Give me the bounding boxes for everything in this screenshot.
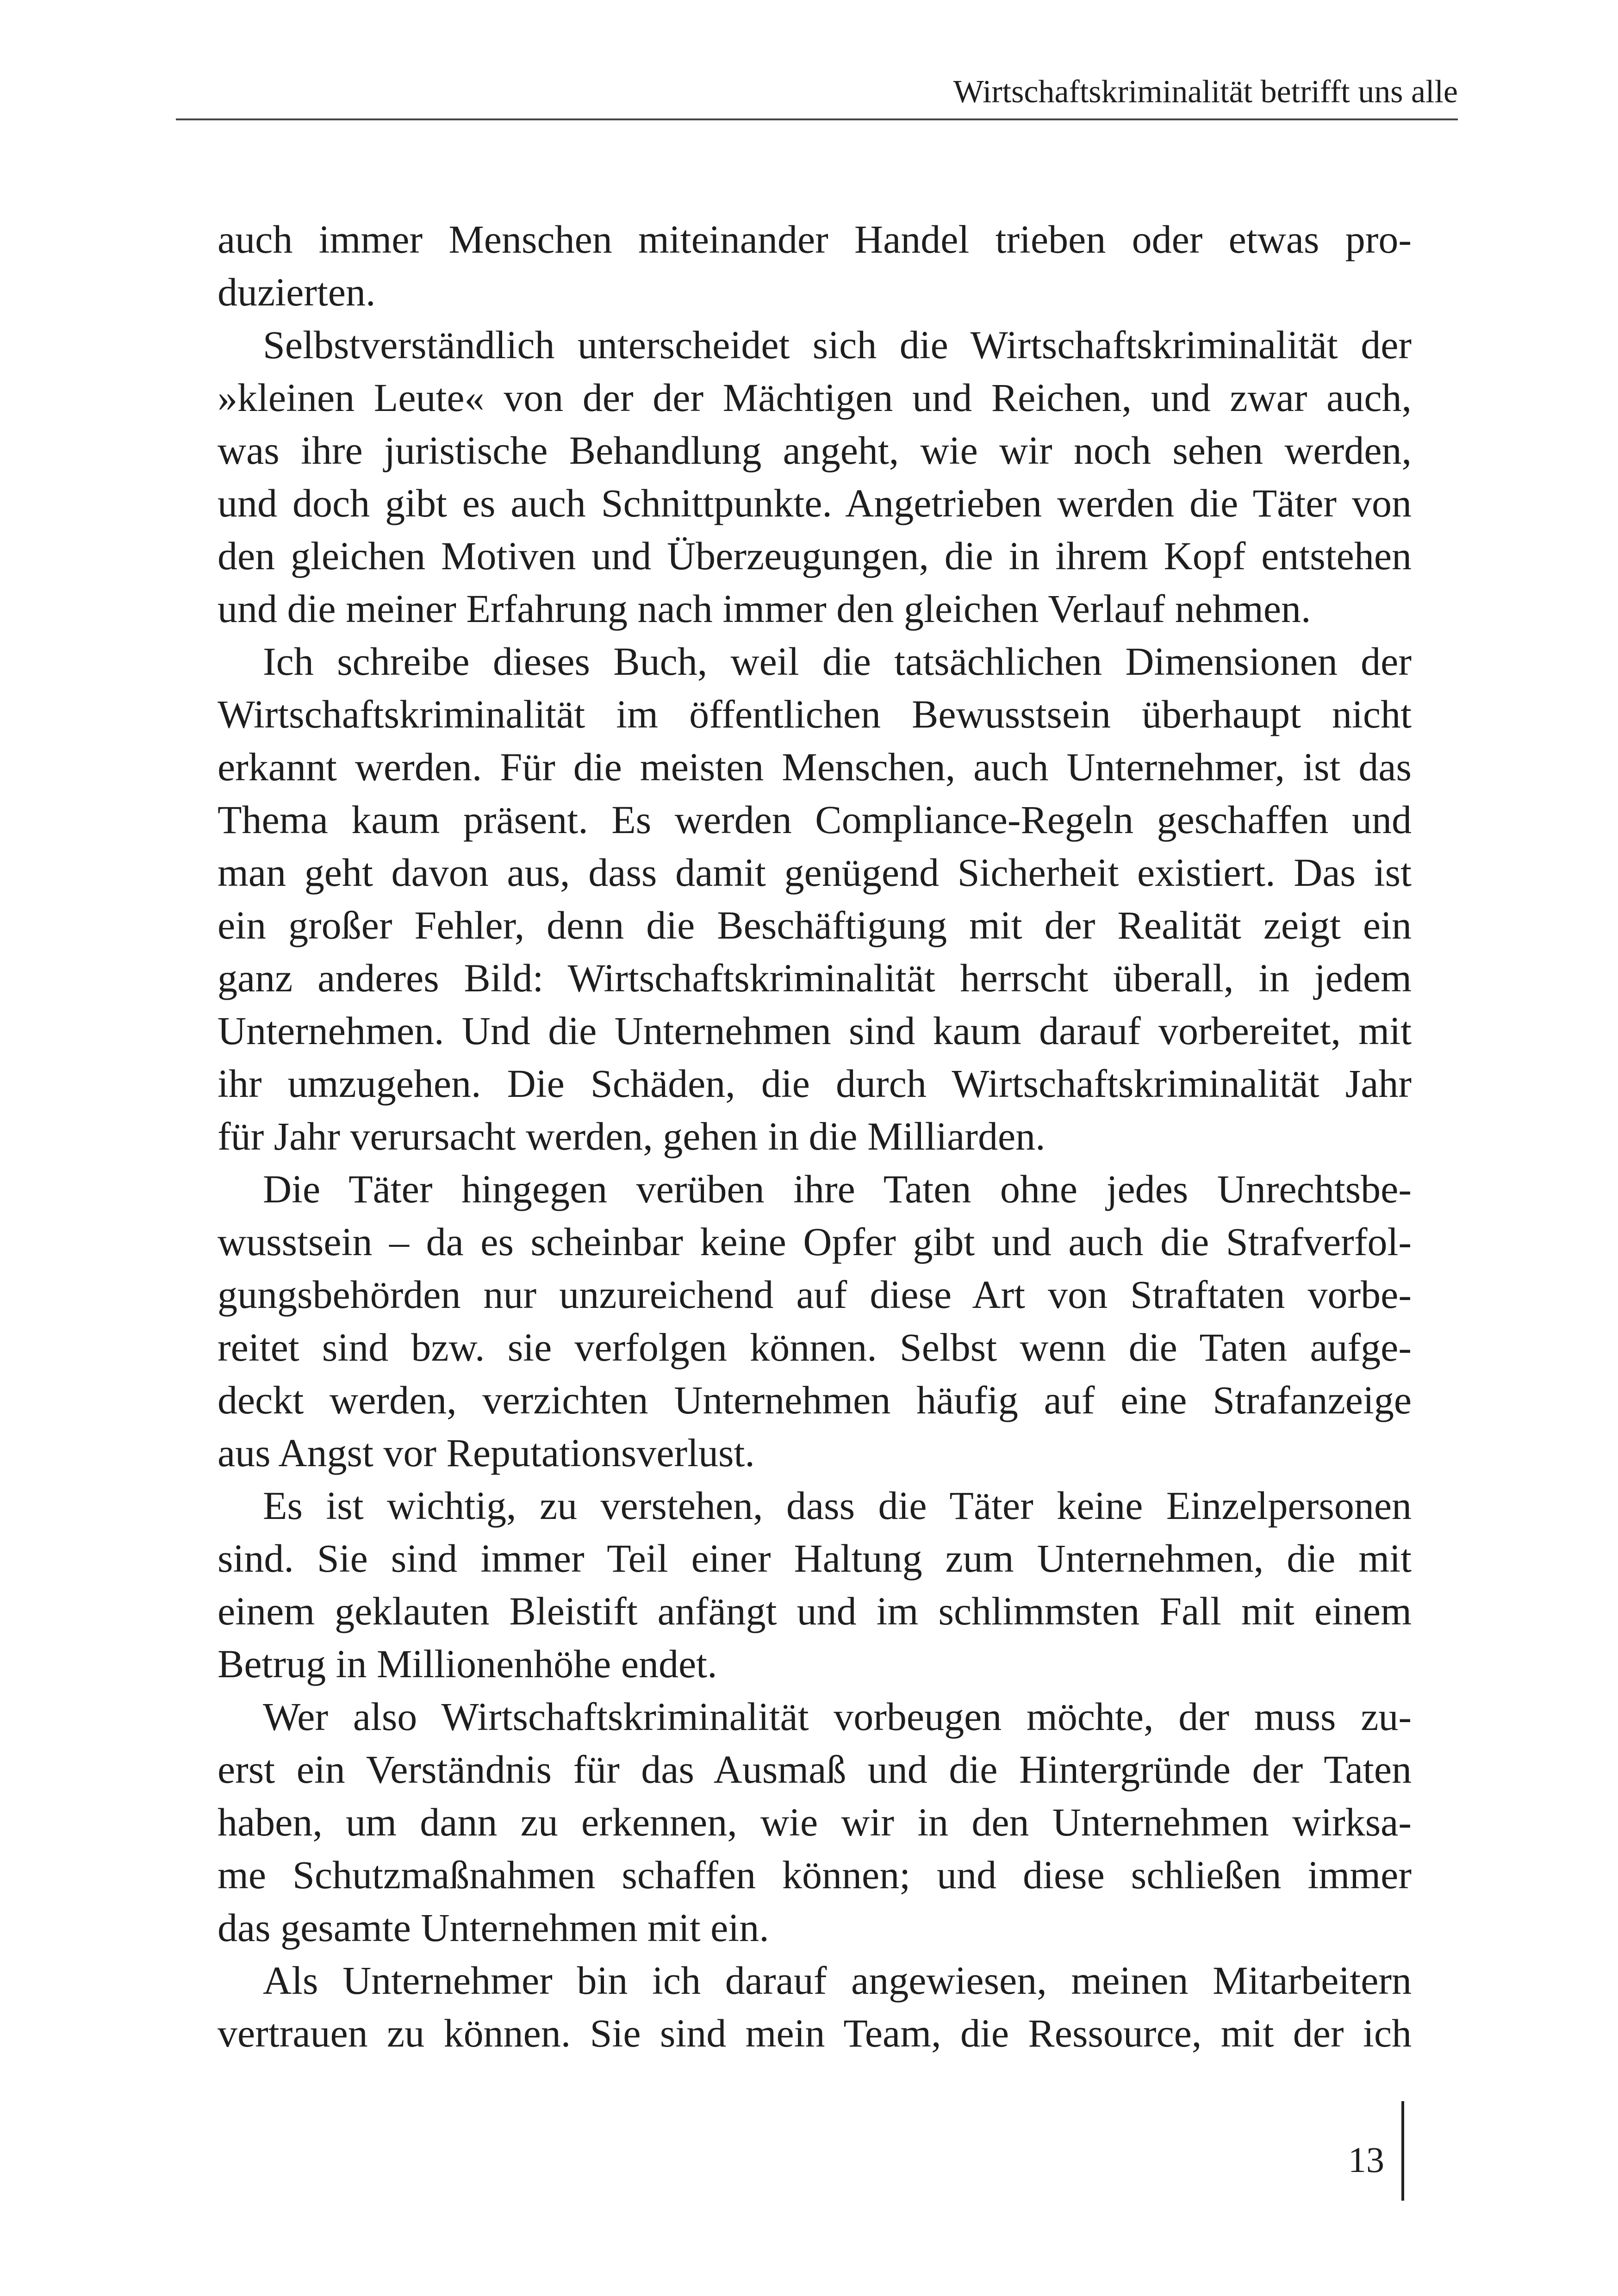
text-line: »kleinen Leute« von der der Mächtigen und Reichen, und zwar auch, bbox=[218, 375, 1412, 420]
text-line: Die Täter hingegen verüben ihre Taten ohne jedes Unrechtsbe- bbox=[263, 1167, 1412, 1211]
text-line: duzierten. bbox=[218, 270, 376, 314]
text-line: und doch gibt es auch Schnittpunkte. Angetrieben werden die Täter von bbox=[218, 481, 1412, 525]
text-line: me Schutzmaßnahmen schaffen können; und diese schließen immer bbox=[218, 1853, 1412, 1897]
text-line: erkannt werden. Für die meisten Menschen, auch Unternehmer, ist das bbox=[218, 745, 1412, 789]
text-line: Unternehmen. Und die Unternehmen sind kaum darauf vorbereitet, mit bbox=[218, 1008, 1412, 1053]
text-line: reitet sind bzw. sie verfolgen können. Selbst wenn die Taten aufge- bbox=[218, 1325, 1412, 1369]
text-line: erst ein Verständnis für das Ausmaß und die Hintergründe der Taten bbox=[218, 1747, 1412, 1792]
page-number: 13 bbox=[1348, 2140, 1384, 2180]
text-line: Wer also Wirtschaftskriminalität vorbeugen möchte, der muss zu- bbox=[263, 1694, 1412, 1739]
text-line: deckt werden, verzichten Unternehmen häufig auf eine Strafanzeige bbox=[218, 1378, 1412, 1422]
running-head-title: Wirtschaftskriminalität betrifft uns alle bbox=[953, 74, 1458, 110]
text-line: für Jahr verursacht werden, gehen in die Milliarden. bbox=[218, 1114, 1045, 1158]
running-header bbox=[176, 65, 1458, 120]
text-line: ein großer Fehler, denn die Beschäftigung mit der Realität zeigt ein bbox=[218, 903, 1412, 947]
page-number-rule bbox=[1401, 2101, 1404, 2201]
text-line: wusstsein – da es scheinbar keine Opfer gibt und auch die Strafverfol- bbox=[218, 1220, 1412, 1264]
text-line: sind. Sie sind immer Teil einer Haltung zum Unternehmen, die mit bbox=[218, 1536, 1412, 1580]
text-line: Selbstverständlich unterscheidet sich die Wirtschaftskriminalität der bbox=[263, 323, 1412, 367]
text-line: aus Angst vor Reputationsverlust. bbox=[218, 1431, 755, 1475]
text-line: Es ist wichtig, zu verstehen, dass die Täter keine Einzelpersonen bbox=[263, 1483, 1412, 1528]
text-line: ganz anderes Bild: Wirtschaftskriminalität herrscht überall, in jedem bbox=[218, 956, 1412, 1000]
text-line: auch immer Menschen miteinander Handel trieben oder etwas pro- bbox=[218, 217, 1412, 261]
text-line: Betrug in Millionenhöhe endet. bbox=[218, 1642, 717, 1686]
text-line: gungsbehörden nur unzureichend auf diese Art von Straftaten vorbe- bbox=[218, 1272, 1412, 1317]
text-line: einem geklauten Bleistift anfängt und im schlimmsten Fall mit einem bbox=[218, 1589, 1412, 1633]
page-footer bbox=[0, 2101, 1618, 2231]
text-line: vertrauen zu können. Sie sind mein Team, die Ressource, mit der ich bbox=[218, 2011, 1412, 2055]
text-line: Wirtschaftskriminalität im öffentlichen Bewusstsein überhaupt nicht bbox=[218, 692, 1412, 736]
text-line: und die meiner Erfahrung nach immer den gleichen Verlauf nehmen. bbox=[218, 586, 1311, 631]
body-text bbox=[218, 213, 1412, 2060]
text-line: man geht davon aus, dass damit genügend Sicherheit existiert. Das ist bbox=[218, 850, 1412, 895]
text-line: das gesamte Unternehmen mit ein. bbox=[218, 1905, 769, 1950]
text-line: was ihre juristische Behandlung angeht, wie wir noch sehen werden, bbox=[218, 428, 1412, 473]
text-line: haben, um dann zu erkennen, wie wir in den Unternehmen wirksa- bbox=[218, 1800, 1412, 1844]
text-line: ihr umzugehen. Die Schäden, die durch Wirtschaftskriminalität Jahr bbox=[218, 1061, 1412, 1106]
text-line: Thema kaum präsent. Es werden Compliance-Regeln geschaffen und bbox=[218, 797, 1412, 842]
text-line: Als Unternehmer bin ich darauf angewiesen, meinen Mitarbeitern bbox=[263, 1958, 1412, 2003]
text-line: Ich schreibe dieses Buch, weil die tatsächlichen Dimensionen der bbox=[263, 639, 1412, 684]
text-line: den gleichen Motiven und Überzeugungen, die in ihrem Kopf entstehen bbox=[218, 534, 1412, 578]
